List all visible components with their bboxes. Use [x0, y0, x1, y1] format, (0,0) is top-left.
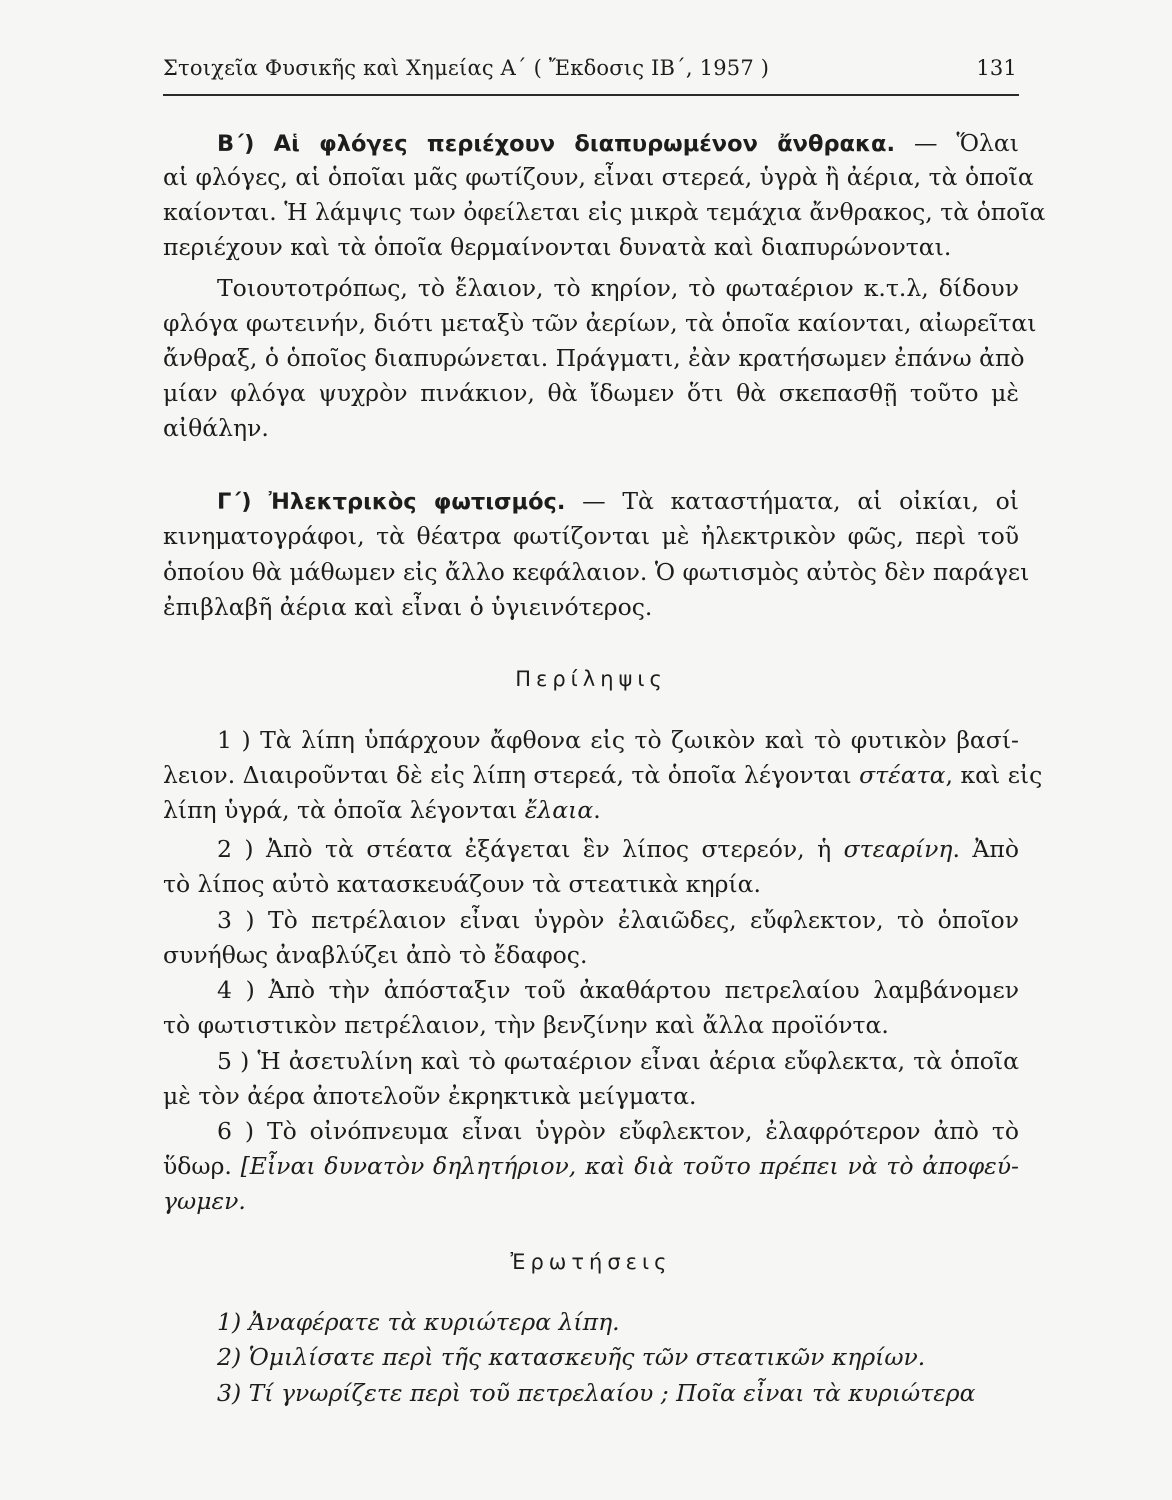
emphasis-term: στεαρίνη: [843, 835, 953, 863]
header-rule: [163, 94, 1019, 96]
summary-line: 1 ) Τὰ λίπη ὑπάρχουν ἄφθονα εἰς τὸ ζωικὸν καὶ τὸ φυτικὸν βασί-: [217, 726, 1019, 754]
paragraph-line: περιέχουν καὶ τὰ ὁποῖα θερμαίνονται δυνατὰ καὶ διαπυρώνονται.: [163, 233, 952, 261]
emphasis-term: στέατα: [859, 761, 946, 789]
summary-title: Περίληψις: [515, 667, 667, 691]
paragraph-line: ἐπιβλαβῆ ἀέρια καὶ εἶναι ὁ ὑγιεινότερος.: [163, 593, 653, 621]
section-c-heading: Γ΄) Ἠλεκτρικὸς φωτισμός.: [217, 489, 566, 515]
summary-line: λειον. Διαιροῦνται δὲ εἰς λίπη στερεά, τὰ ὁποῖα λέγονται στέατα, καὶ εἰς: [163, 761, 1043, 789]
emphasis-note: [Εἶναι δυνατὸν δηλητήριον, καὶ διὰ τοῦτο πρέπει νὰ τὸ ἀποφεύ-: [240, 1152, 1019, 1180]
summary-line: λίπη ὑγρά, τὰ ὁποῖα λέγονται ἔλαια.: [163, 796, 601, 824]
paragraph-line: μίαν φλόγα ψυχρὸν πινάκιον, θὰ ἴδωμεν ὅτι θὰ σκεπασθῇ τοῦτο μὲ: [163, 379, 1019, 407]
section-b-text: — Ὅλαι: [895, 129, 1019, 157]
paragraph-line: αἱ φλόγες, αἱ ὁποῖαι μᾶς φωτίζουν, εἶναι στερεά, ὑγρὰ ἢ ἀέρια, τὰ ὁποῖα: [163, 163, 1034, 191]
paragraph-line: αἰθάλην.: [163, 414, 269, 442]
section-c-first-line: [217, 484, 1019, 519]
paragraph-line: φλόγα φωτεινήν, διότι μεταξὺ τῶν ἀερίων, τὰ ὁποῖα καίονται, αἰωρεῖται: [163, 309, 1037, 337]
paragraph-line: Τοιουτοτρόπως, τὸ ἔλαιον, τὸ κηρίον, τὸ φωταέριον κ.τ.λ, δίδουν: [217, 274, 1019, 302]
summary-line: συνήθως ἀναβλύζει ἀπὸ τὸ ἔδαφος.: [163, 941, 588, 969]
section-b-heading: Β΄) Αἱ φλόγες περιέχουν διαπυρωμένον ἄνθρακα.: [217, 131, 896, 157]
summary-line: 3 ) Τὸ πετρέλαιον εἶναι ὑγρὸν ἐλαιῶδες, εὔφλεκτον, τὸ ὁποῖον: [217, 906, 1019, 934]
summary-line: γωμεν.: [163, 1187, 246, 1215]
summary-line: 6 ) Τὸ οἰνόπνευμα εἶναι ὑγρὸν εὔφλεκτον, ἐλαφρότερον ἀπὸ τὸ: [217, 1117, 1019, 1145]
summary-line: ὕδωρ. [Εἶναι δυνατὸν δηλητήριον, καὶ διὰ τοῦτο πρέπει νὰ τὸ ἀποφεύ-: [163, 1152, 1019, 1180]
section-c-text: — Τὰ καταστήματα, αἱ οἰκίαι, οἱ: [565, 487, 1019, 515]
page-number: 131: [976, 56, 1017, 80]
question-item: 1) Ἀναφέρατε τὰ κυριώτερα λίπη.: [217, 1308, 620, 1336]
questions-title: Ἐρωτήσεις: [510, 1250, 672, 1274]
summary-line: τὸ φωτιστικὸν πετρέλαιον, τὴν βενζίνην καὶ ἄλλα προϊόντα.: [163, 1011, 889, 1039]
summary-line: τὸ λίπος αὐτὸ κατασκευάζουν τὰ στεατικὰ κηρία.: [163, 870, 761, 898]
paragraph-line: κινηματογράφοι, τὰ θέατρα φωτίζονται μὲ ἠλεκτρικὸν φῶς, περὶ τοῦ: [163, 522, 1019, 550]
emphasis-term: ἔλαια: [524, 796, 594, 824]
summary-line: 4 ) Ἀπὸ τὴν ἀπόσταξιν τοῦ ἀκαθάρτου πετρελαίου λαμβάνομεν: [217, 976, 1019, 1004]
question-item: 2) Ὁμιλίσατε περὶ τῆς κατασκευῆς τῶν στεατικῶν κηρίων.: [217, 1343, 926, 1371]
section-b-first-line: [217, 126, 1019, 161]
summary-line: μὲ τὸν ἀέρα ἀποτελοῦν ἐκρηκτικὰ μείγματα.: [163, 1082, 697, 1110]
paragraph-line: ὁποίου θὰ μάθωμεν εἰς ἄλλο κεφάλαιον. Ὁ φωτισμὸς αὐτὸς δὲν παράγει: [163, 558, 1030, 586]
summary-line: 5 ) Ἡ ἀσετυλίνη καὶ τὸ φωταέριον εἶναι ἀέρια εὔφλεκτα, τὰ ὁποῖα: [217, 1047, 1019, 1075]
running-header: [163, 56, 1019, 92]
header-title: Στοιχεῖα Φυσικῆς καὶ Χημείας Α΄ ( Ἔκδοσις ΙΒ΄, 1957 ): [163, 56, 770, 80]
paragraph-line: ἄνθραξ, ὁ ὁποῖος διαπυρώνεται. Πράγματι, ἐὰν κρατήσωμεν ἐπάνω ἀπὸ: [163, 344, 1025, 372]
paragraph-line: καίονται. Ἡ λάμψις των ὀφείλεται εἰς μικρὰ τεμάχια ἄνθρακος, τὰ ὁποῖα: [163, 198, 1046, 226]
summary-line: 2 ) Ἀπὸ τὰ στέατα ἐξάγεται ἓν λίπος στερεόν, ἡ στεαρίνη. Ἀπὸ: [217, 835, 1019, 863]
question-item: 3) Τί γνωρίζετε περὶ τοῦ πετρελαίου ; Ποῖα εἶναι τὰ κυριώτερα: [217, 1379, 976, 1407]
